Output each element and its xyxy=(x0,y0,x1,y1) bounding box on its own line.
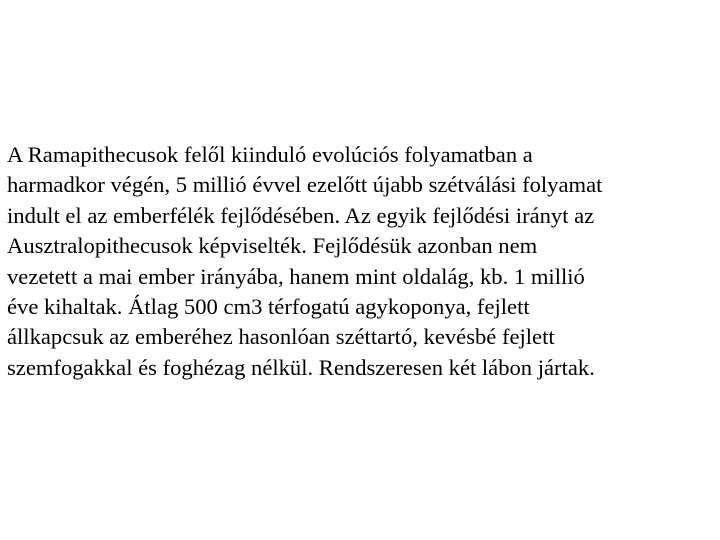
paragraph-line-3: indult el az emberfélék fejlődésében. Az egyik fejlődési irányt az xyxy=(7,202,595,228)
paragraph-line-6: éve kihaltak. Átlag 500 cm3 térfogatú agykoponya, fejlett xyxy=(7,294,530,320)
paragraph-line-4: Ausztralopithecusok képviselték. Fejlődésük azonban nem xyxy=(7,233,538,259)
paragraph-line-5: vezetett a mai ember irányába, hanem mint oldalág, kb. 1 millió xyxy=(7,263,585,289)
body-paragraph xyxy=(7,140,713,383)
paragraph-line-2: harmadkor végén, 5 millió évvel ezelőtt újabb szétválási folyamat xyxy=(7,172,603,198)
paragraph-line-8: szemfogakkal és foghézag nélkül. Rendszeresen két lábon jártak. xyxy=(7,354,595,380)
paragraph-line-1: A Ramapithecusok felől kiinduló evolúciós folyamatban a xyxy=(7,142,533,167)
paragraph-line-7: állkapcsuk az emberéhez hasonlóan széttartó, kevésbé fejlett xyxy=(7,324,555,350)
